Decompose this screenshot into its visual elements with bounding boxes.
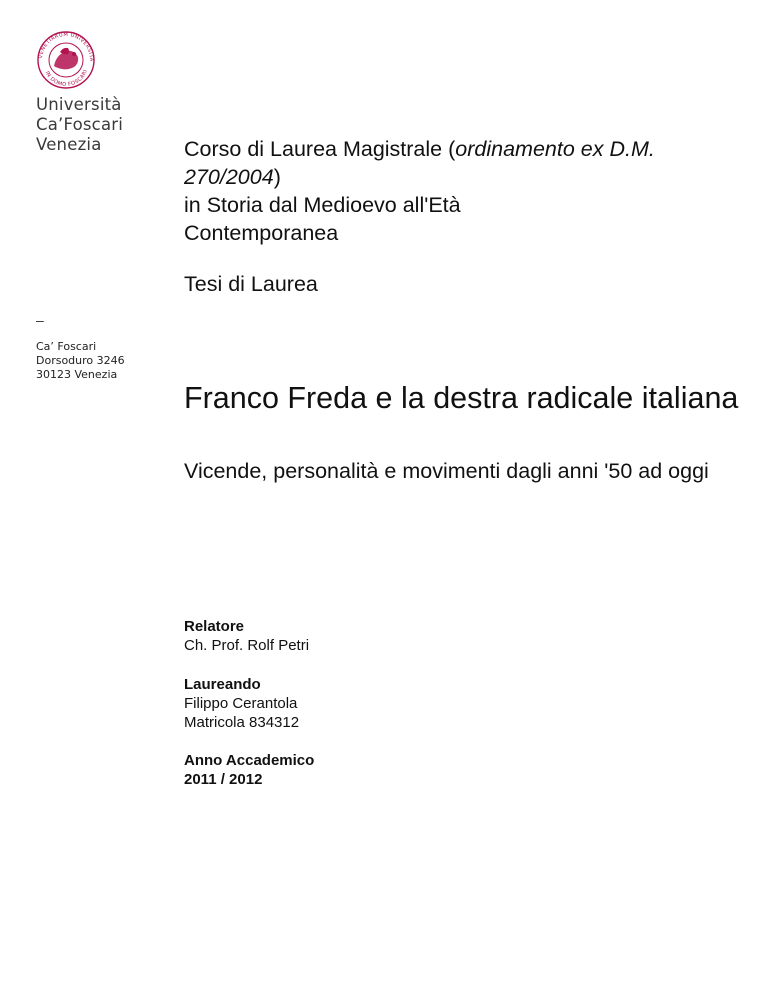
laureando-block (184, 675, 299, 732)
svg-text:IN DOMO FOSCARI: IN DOMO FOSCARI (43, 68, 90, 89)
laureando-label: Laureando (184, 676, 261, 693)
anno-value: 2011 / 2012 (184, 771, 263, 788)
thesis-subtitle: Vicende, personalità e movimenti dagli anni '50 ad oggi (184, 459, 709, 483)
course-prefix: Corso di Laurea Magistrale ( (184, 137, 456, 161)
thesis-title: Franco Freda e la destra radicale italiana (184, 381, 739, 415)
university-name (36, 95, 123, 155)
relatore-label: Relatore (184, 618, 245, 635)
address-line-3: 30123 Venezia (36, 368, 118, 381)
relatore-block (184, 617, 309, 655)
course-paren-close: ) (273, 165, 281, 189)
relatore-name: Ch. Prof. Rolf Petri (184, 637, 310, 654)
address-dash: – (36, 312, 44, 328)
course-line-4: Contemporanea (184, 221, 339, 245)
address-line-2: Dorsoduro 3246 (36, 354, 125, 367)
university-address (36, 340, 125, 382)
university-name-line-2: Ca’Foscari (36, 115, 124, 134)
university-name-line-3: Venezia (36, 135, 102, 154)
laureando-name: Filippo Cerantola (184, 695, 298, 712)
course-line-3: in Storia dal Medioevo all'Età (184, 193, 461, 217)
thesis-type: Tesi di Laurea (184, 272, 318, 296)
laureando-matricola: Matricola 834312 (184, 714, 300, 731)
course-name (184, 135, 744, 247)
svg-text:VENETIARUM UNIVERSITAS: VENETIARUM UNIVERSITA (37, 31, 95, 62)
anno-accademico-block (184, 751, 314, 789)
address-line-1: Ca’ Foscari (36, 340, 97, 353)
university-name-line-1: Università (36, 95, 122, 114)
university-seal-icon (30, 30, 102, 90)
course-ordinamento: ordinamento ex D.M. 270/2004 (184, 137, 655, 189)
anno-label: Anno Accademico (184, 752, 315, 769)
